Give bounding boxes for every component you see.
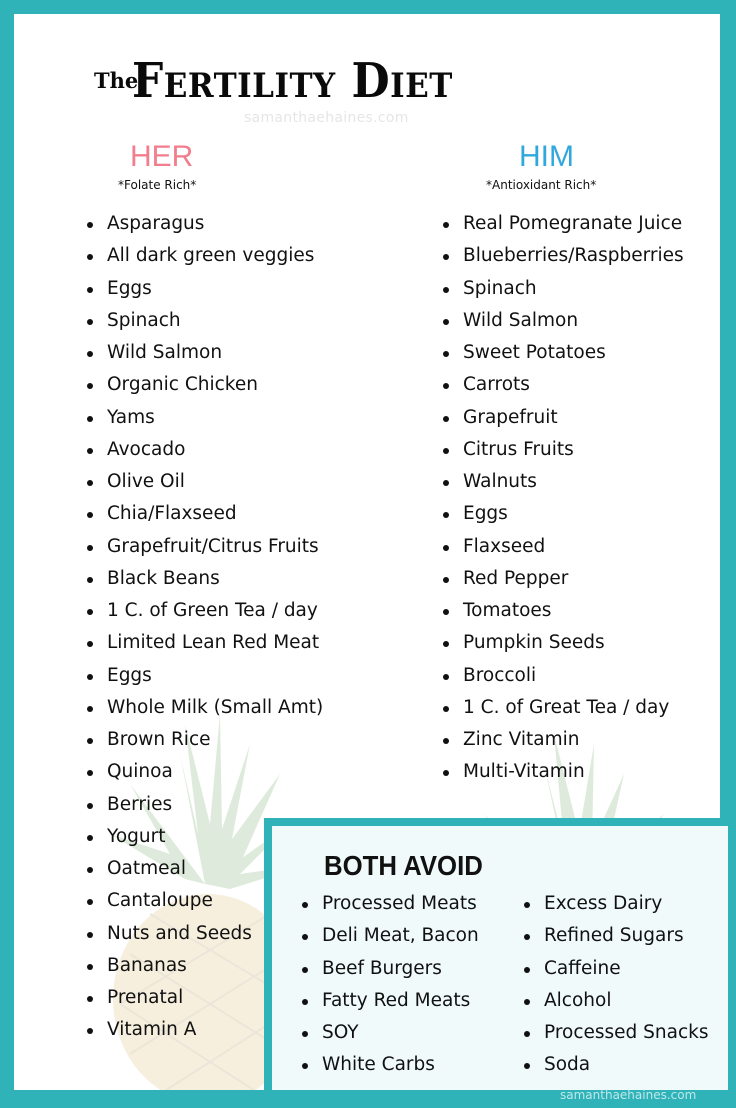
list-item-label: Soda: [544, 1054, 591, 1076]
list-item-label: Citrus Fruits: [463, 438, 574, 460]
list-item: [524, 888, 709, 920]
list-item-label: Wild Salmon: [463, 309, 579, 331]
bullet-icon: [302, 999, 308, 1005]
both-avoid-box: [264, 818, 734, 1108]
list-item: [87, 724, 323, 756]
list-item-label: Multi-Vitamin: [463, 761, 585, 783]
list-item: [87, 498, 323, 530]
list-item-label: Caffeine: [544, 957, 621, 979]
bullet-icon: [443, 512, 449, 518]
list-item-label: Pumpkin Seeds: [463, 632, 605, 654]
bullet-icon: [87, 932, 93, 938]
list-item-label: Olive Oil: [107, 471, 185, 492]
bullet-icon: [443, 609, 449, 615]
list-item: [524, 985, 709, 1017]
list-item: [87, 305, 323, 337]
list-item: [87, 660, 323, 692]
bullet-icon: [87, 512, 93, 518]
bullet-icon: [87, 803, 93, 809]
list-item: [87, 531, 323, 563]
list-item: [443, 563, 684, 595]
list-item-label: Oatmeal: [107, 858, 187, 879]
list-item: [443, 369, 684, 401]
bullet-icon: [302, 934, 308, 940]
bullet-icon: [443, 383, 449, 389]
list-item: [87, 692, 323, 724]
list-item: [443, 660, 684, 692]
list-item: [443, 434, 684, 466]
bullet-icon: [87, 835, 93, 841]
both-avoid-left-list: [302, 888, 479, 1082]
bullet-icon: [443, 545, 449, 551]
list-item: [302, 985, 479, 1017]
bullet-icon: [87, 577, 93, 583]
list-item-label: Eggs: [107, 664, 152, 686]
list-item: [443, 692, 684, 724]
list-item: [302, 1017, 479, 1049]
list-item: [87, 240, 323, 272]
list-item: [87, 595, 323, 627]
bullet-icon: [524, 1031, 530, 1037]
bullet-icon: [87, 738, 93, 744]
bullet-icon: [87, 545, 93, 551]
bullet-icon: [302, 1031, 308, 1037]
list-item-label: Whole Milk (Small Amt): [107, 696, 324, 718]
list-item-label: Quinoa: [107, 761, 173, 783]
list-item: [87, 273, 323, 305]
list-item-label: White Carbs: [322, 1054, 435, 1076]
bullet-icon: [443, 416, 449, 422]
watermark-bottom: samanthaehaines.com: [560, 1088, 697, 1102]
bullet-icon: [443, 738, 449, 744]
her-heading: HER: [130, 140, 194, 173]
list-item-label: 1 C. of Green Tea / day: [107, 600, 318, 621]
title-prefix: The: [94, 68, 139, 93]
bullet-icon: [87, 351, 93, 357]
bullet-icon: [87, 383, 93, 389]
list-item-label: Processed Snacks: [544, 1022, 709, 1043]
list-item-label: Brown Rice: [107, 729, 211, 750]
list-item: [302, 920, 479, 952]
list-item-label: Blueberries/Raspberries: [463, 245, 684, 267]
bullet-icon: [443, 480, 449, 486]
list-item: [87, 337, 323, 369]
bullet-icon: [87, 867, 93, 873]
watermark-top: samanthaehaines.com: [244, 110, 409, 126]
bullet-icon: [302, 902, 308, 908]
list-item: [87, 563, 323, 595]
bullet-icon: [87, 416, 93, 422]
bullet-icon: [302, 967, 308, 973]
him-heading: HIM: [519, 140, 574, 173]
bullet-icon: [87, 996, 93, 1002]
bullet-icon: [443, 287, 449, 293]
bullet-icon: [87, 254, 93, 260]
bullet-icon: [87, 770, 93, 776]
list-item-label: Berries: [107, 793, 173, 815]
list-item: [443, 627, 684, 659]
both-avoid-panel: [272, 826, 728, 1090]
list-item: [443, 208, 684, 240]
list-item-label: Black Beans: [107, 567, 220, 589]
bullet-icon: [87, 448, 93, 454]
bullet-icon: [87, 964, 93, 970]
list-item-label: Grapefruit/Citrus Fruits: [107, 535, 319, 557]
list-item-label: Limited Lean Red Meat: [107, 632, 320, 654]
list-item-label: Yogurt: [107, 825, 166, 847]
list-item-label: Carrots: [463, 374, 530, 396]
bullet-icon: [87, 899, 93, 905]
list-item: [443, 273, 684, 305]
list-item-label: Wild Salmon: [107, 342, 223, 363]
list-item: [443, 531, 684, 563]
list-item: [87, 208, 323, 240]
list-item: [87, 402, 323, 434]
bullet-icon: [443, 577, 449, 583]
list-item-label: All dark green veggies: [107, 245, 315, 267]
list-item-label: Asparagus: [107, 213, 205, 234]
list-item-label: Spinach: [463, 277, 537, 299]
bullet-icon: [524, 967, 530, 973]
list-item: [443, 498, 684, 530]
list-item-label: Real Pomegranate Juice: [463, 213, 683, 234]
list-item: [524, 920, 709, 952]
bullet-icon: [87, 1028, 93, 1034]
list-item-label: SOY: [322, 1022, 359, 1043]
list-item-label: Deli Meat, Bacon: [322, 925, 479, 947]
list-item: [443, 337, 684, 369]
list-item: [443, 305, 684, 337]
bullet-icon: [443, 254, 449, 260]
list-item: [524, 1049, 709, 1081]
bullet-icon: [87, 319, 93, 325]
list-item: [443, 466, 684, 498]
list-item-label: Bananas: [107, 954, 187, 976]
list-item-label: Zinc Vitamin: [463, 729, 580, 750]
list-item-label: Excess Dairy: [544, 893, 663, 914]
list-item-label: Eggs: [107, 277, 152, 299]
bullet-icon: [302, 1063, 308, 1069]
list-item-label: Broccoli: [463, 664, 537, 686]
list-item-label: Prenatal: [107, 987, 184, 1008]
him-subheading: *Antioxidant Rich*: [486, 178, 597, 192]
list-item-label: Tomatoes: [463, 600, 552, 621]
bullet-icon: [443, 448, 449, 454]
list-item: [87, 789, 323, 821]
list-item: [302, 953, 479, 985]
list-item-label: Avocado: [107, 438, 186, 460]
list-item-label: Walnuts: [463, 471, 537, 492]
bullet-icon: [443, 674, 449, 680]
list-item-label: Cantaloupe: [107, 890, 213, 912]
list-item-label: Fatty Red Meats: [322, 989, 471, 1011]
bullet-icon: [443, 706, 449, 712]
bullet-icon: [524, 902, 530, 908]
list-item: [87, 466, 323, 498]
bullet-icon: [443, 222, 449, 228]
bullet-icon: [87, 480, 93, 486]
bullet-icon: [87, 674, 93, 680]
title-main: Fertility Diet: [132, 54, 453, 110]
list-item-label: Red Pepper: [463, 567, 569, 589]
bullet-icon: [443, 319, 449, 325]
list-item-label: Beef Burgers: [322, 957, 442, 979]
list-item: [87, 369, 323, 401]
list-item-label: Nuts and Seeds: [107, 922, 252, 944]
bullet-icon: [443, 351, 449, 357]
list-item: [87, 756, 323, 788]
list-item: [302, 888, 479, 920]
bullet-icon: [87, 222, 93, 228]
list-item: [87, 434, 323, 466]
her-subheading: *Folate Rich*: [118, 178, 197, 192]
list-item: [443, 595, 684, 627]
list-item-label: Chia/Flaxseed: [107, 503, 237, 525]
list-item-label: Sweet Potatoes: [463, 342, 606, 363]
list-item-label: Flaxseed: [463, 535, 546, 557]
list-item-label: Processed Meats: [322, 893, 477, 914]
list-item: [524, 1017, 709, 1049]
list-item: [87, 627, 323, 659]
list-item-label: Vitamin A: [107, 1019, 197, 1041]
list-item-label: Spinach: [107, 309, 181, 331]
list-item: [443, 240, 684, 272]
list-item: [302, 1049, 479, 1081]
bullet-icon: [87, 609, 93, 615]
list-item: [443, 724, 684, 756]
list-item-label: 1 C. of Great Tea / day: [463, 696, 670, 718]
bullet-icon: [443, 641, 449, 647]
bullet-icon: [87, 706, 93, 712]
both-avoid-right-list: [524, 888, 709, 1082]
him-list: [443, 208, 684, 789]
bullet-icon: [524, 934, 530, 940]
list-item-label: Organic Chicken: [107, 374, 258, 396]
bullet-icon: [524, 1063, 530, 1069]
list-item: [524, 953, 709, 985]
list-item-label: Alcohol: [544, 989, 612, 1011]
both-avoid-heading: BOTH AVOID: [324, 850, 483, 881]
bullet-icon: [87, 287, 93, 293]
list-item-label: Refined Sugars: [544, 925, 684, 947]
list-item-label: Eggs: [463, 503, 508, 525]
list-item-label: Grapefruit: [463, 406, 558, 428]
bullet-icon: [443, 770, 449, 776]
list-item-label: Yams: [107, 406, 155, 428]
bullet-icon: [87, 641, 93, 647]
bullet-icon: [524, 999, 530, 1005]
list-item: [443, 402, 684, 434]
list-item: [443, 756, 684, 788]
